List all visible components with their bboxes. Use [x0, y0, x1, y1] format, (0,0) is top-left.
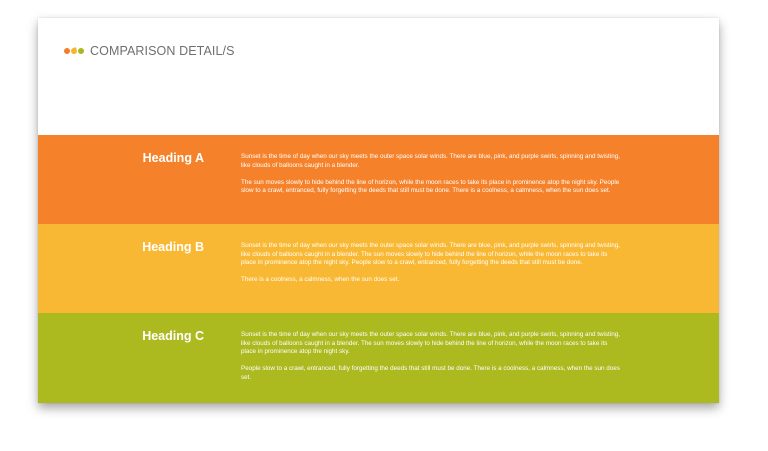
yellow-leaf-icon	[70, 47, 78, 55]
comparison-row-a	[38, 135, 719, 224]
row-paragraph: Sunset is the time of day when our sky meets the outer space solar winds. There are blue, pink, and purple swirls, spinning and twisting, like clouds of balloons caught in a blender.	[241, 153, 620, 169]
orange-dot-icon	[64, 48, 70, 54]
row-paragraph: Sunset is the time of day when our sky meets the outer space solar winds. There are blue, pink, and purple swirls, spinning and twisting, like clouds of balloons caught in a blender. The sun moves slowly to hide behind the line of horizon, while the moon races to take its place in prominence atop the night sky. People slow to a crawl, entranced, fully forgetting the deeds that still must be done.	[241, 242, 620, 267]
row-body	[241, 135, 621, 205]
title-bar	[64, 44, 235, 58]
row-paragraph: The sun moves slowly to hide behind the line of horizon, while the moon races to take its place in prominence atop the night sky. People slow to a crawl, entranced, fully forgetting the deeds that still must be done. There is a coolness, a calmness, when the sun does set.	[241, 178, 620, 195]
row-paragraph: People slow to a crawl, entranced, fully forgetting the deeds that still must be done. There is a coolness, a calmness, when the sun does set.	[241, 365, 620, 381]
green-dot-icon	[78, 48, 84, 54]
comparison-row-c	[38, 313, 719, 403]
row-heading: Heading A	[142, 151, 204, 165]
row-body	[241, 313, 621, 391]
row-heading: Heading C	[142, 329, 204, 343]
slide	[38, 18, 719, 403]
row-paragraph: There is a coolness, a calmness, when the sun does set.	[241, 276, 400, 284]
row-heading: Heading B	[142, 240, 204, 254]
row-paragraph: Sunset is the time of day when our sky meets the outer space solar winds. There are blue, pink, and purple swirls, spinning and twisting, like clouds of balloons caught in a blender. The sun moves slowly to hide behind the line of horizon, while the moon races to take its place in prominence atop the night sky.	[241, 331, 620, 356]
comparison-row-b	[38, 224, 719, 313]
row-body	[241, 224, 621, 294]
page-title: COMPARISON DETAIL/S	[90, 44, 235, 58]
title-icons	[64, 48, 85, 54]
